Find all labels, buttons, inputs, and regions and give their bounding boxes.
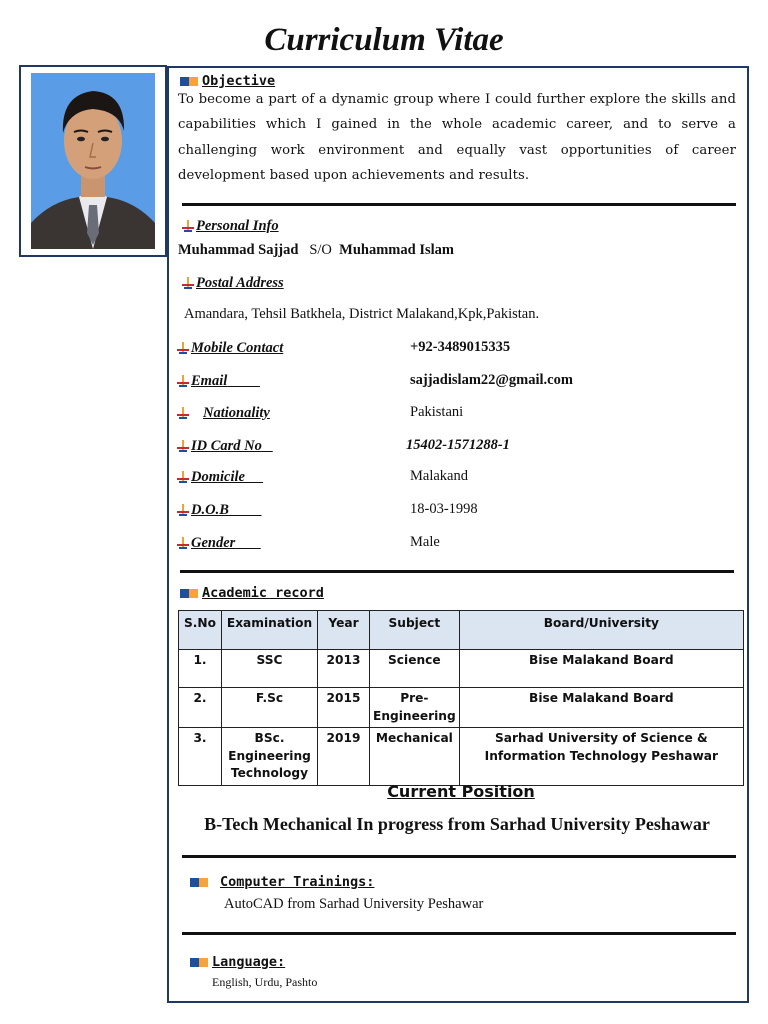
square-bullet-icon [189,589,198,598]
detail-label-idcard: ID Card No [177,437,273,455]
personal-name-line [178,242,454,259]
detail-value-domicile: Malakand [410,468,468,484]
current-position-heading-wrap [178,782,744,802]
section-divider [180,570,734,573]
table-cell: 2. [179,688,222,728]
square-bullet-icon [180,77,189,86]
portrait-image [31,73,155,249]
table-cell: Pre-Engineering [370,688,460,728]
table-cell: F.Sc [222,688,318,728]
arrow-bullet-icon [177,375,189,387]
detail-label-domicile: Domicile [177,468,263,486]
section-divider [182,855,736,858]
postal-address: Amandara, Tehsil Batkhela, District Malakand,Kpk,Pakistan. [184,306,540,322]
square-bullet-icon [199,958,208,967]
current-position-text: B-Tech Mechanical In progress from Sarhad University Peshawar [204,814,710,834]
arrow-bullet-icon [177,504,189,516]
square-bullet-icon [189,77,198,86]
arrow-bullet-icon [177,440,189,452]
section-divider [182,932,736,935]
academic-heading-row [180,584,324,602]
detail-value-email: sajjadislam22@gmail.com [410,372,573,388]
detail-value-dob: 18-03-1998 [410,501,478,517]
academic-heading: Academic record [202,585,324,601]
cv-title: Curriculum Vitae [264,22,504,58]
objective-heading: Objective [202,73,276,89]
language-heading-row [190,953,285,971]
arrow-bullet-icon [182,277,194,289]
trainings-heading-row [190,873,374,891]
personal-info-heading: Personal Info [196,218,279,234]
section-divider [182,203,736,206]
table-cell: Sarhad University of Science & Information Technology Peshawar [459,728,743,786]
table-row [179,688,744,728]
detail-label-nationality: Nationality [177,404,270,422]
detail-value-gender: Male [410,534,440,550]
square-bullet-icon [190,878,199,887]
table-cell: Bise Malakand Board [459,688,743,728]
table-cell: 2013 [318,650,370,688]
table-cell: 2015 [318,688,370,728]
detail-label-gender: Gender [177,534,261,552]
detail-label-dob: D.O.B [177,501,262,519]
table-row [179,650,744,688]
arrow-bullet-icon [182,220,194,232]
detail-label-mobile: Mobile Contact [177,339,283,357]
postal-heading: Postal Address [196,275,284,291]
table-cell: 1. [179,650,222,688]
table-header-cell: Year [318,611,370,650]
arrow-bullet-icon [177,342,189,354]
table-cell: Bise Malakand Board [459,650,743,688]
square-bullet-icon [180,589,189,598]
arrow-bullet-icon [177,407,189,419]
profile-photo-frame [19,65,167,257]
profile-photo [31,73,155,249]
objective-text: To become a part of a dynamic group where I could further explore the skills and capabilities which I gained in the whole academic career, and to serve a challenging work environment and equally vast opportunities of career development based upon achievements and results. [178,92,736,183]
current-position-heading: Current Position [387,782,535,801]
language-heading: Language: [212,954,286,970]
postal-heading-row [182,274,284,292]
table-cell: 2019 [318,728,370,786]
detail-value-idcard: 15402-1571288-1 [406,437,510,453]
father-name: Muhammad Islam [339,242,454,258]
detail-value-mobile: +92-3489015335 [410,339,511,355]
table-cell: BSc. Engineering Technology [222,728,318,786]
table-header-cell: Examination [222,611,318,650]
table-header-cell: S.No [179,611,222,650]
table-row [179,728,744,786]
academic-table [178,610,744,786]
trainings-heading: Computer Trainings: [220,874,375,890]
table-header-cell: Board/University [459,611,743,650]
table-header-row [179,611,744,650]
table-cell: SSC [222,650,318,688]
square-bullet-icon [199,878,208,887]
relation-label: S/O [309,242,332,258]
trainings-text: AutoCAD from Sarhad University Peshawar [224,896,484,912]
table-cell: 3. [179,728,222,786]
person-name: Muhammad Sajjad [178,242,299,258]
arrow-bullet-icon [177,537,189,549]
detail-value-nationality: Pakistani [410,404,464,420]
table-cell: Science [370,650,460,688]
personal-info-heading-row [182,217,279,235]
table-header-cell: Subject [370,611,460,650]
arrow-bullet-icon [177,471,189,483]
language-text: English, Urdu, Pashto [212,975,318,989]
table-cell: Mechanical [370,728,460,786]
square-bullet-icon [190,958,199,967]
detail-label-email: Email [177,372,260,390]
